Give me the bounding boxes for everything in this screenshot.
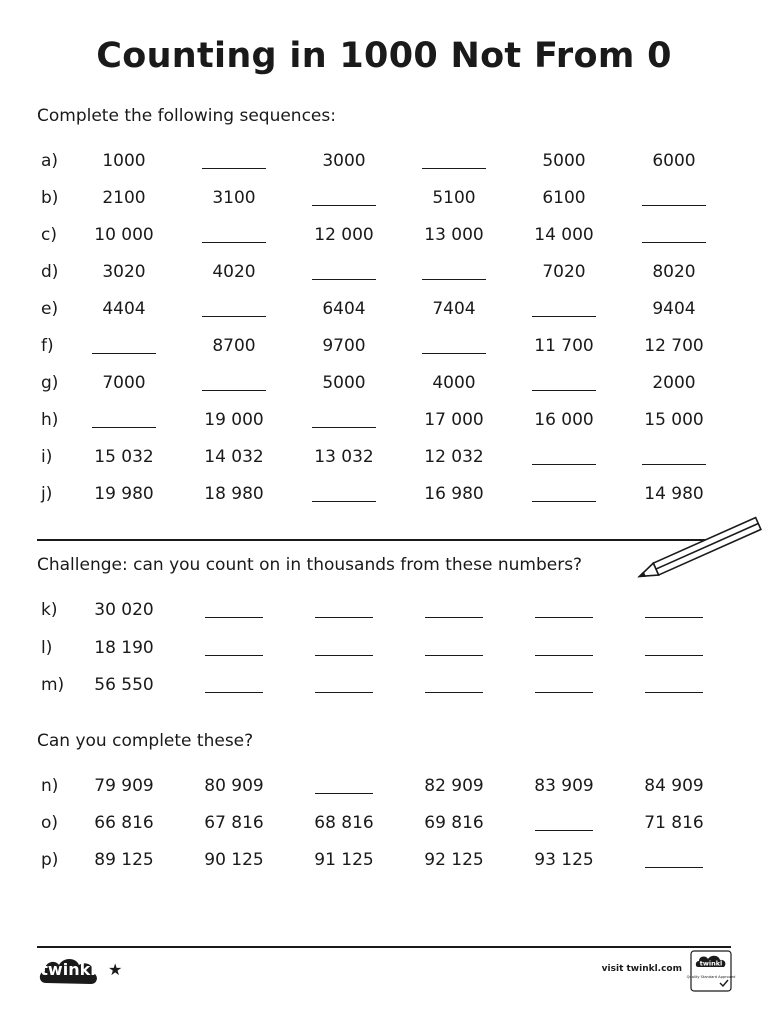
row-label: d) bbox=[41, 262, 59, 282]
sequence-number: 12 032 bbox=[424, 447, 484, 467]
answer-blank[interactable] bbox=[642, 464, 706, 465]
sequence-number: 84 909 bbox=[644, 776, 704, 796]
row-label: o) bbox=[41, 813, 59, 833]
sequence-number: 1000 bbox=[102, 151, 146, 171]
answer-blank[interactable] bbox=[535, 692, 593, 693]
sequence-number: 19 000 bbox=[204, 410, 264, 430]
sequence-number: 56 550 bbox=[94, 675, 154, 695]
answer-blank[interactable] bbox=[315, 655, 373, 656]
row-label: f) bbox=[41, 336, 54, 356]
row-label: i) bbox=[41, 447, 53, 467]
sequence-number: 66 816 bbox=[94, 813, 154, 833]
row-label: j) bbox=[41, 484, 53, 504]
sequence-number: 6404 bbox=[322, 299, 366, 319]
sequence-row bbox=[0, 333, 768, 359]
answer-blank[interactable] bbox=[202, 390, 266, 391]
answer-blank[interactable] bbox=[315, 793, 373, 794]
instruction-challenge: Challenge: can you count on in thousands from these numbers? bbox=[37, 555, 583, 575]
sequence-row bbox=[0, 185, 768, 211]
answer-blank[interactable] bbox=[425, 692, 483, 693]
sequence-row bbox=[0, 597, 768, 623]
row-label: p) bbox=[41, 850, 59, 870]
answer-blank[interactable] bbox=[645, 617, 703, 618]
answer-blank[interactable] bbox=[92, 427, 156, 428]
sequence-number: 9700 bbox=[322, 336, 366, 356]
sequence-number: 19 980 bbox=[94, 484, 154, 504]
sequence-number: 18 980 bbox=[204, 484, 264, 504]
sequence-number: 83 909 bbox=[534, 776, 594, 796]
answer-blank[interactable] bbox=[532, 501, 596, 502]
sequence-row bbox=[0, 259, 768, 285]
sequence-row bbox=[0, 635, 768, 661]
sequence-number: 79 909 bbox=[94, 776, 154, 796]
row-label: a) bbox=[41, 151, 59, 171]
sequence-number: 12 700 bbox=[644, 336, 704, 356]
sequence-number: 16 980 bbox=[424, 484, 484, 504]
row-label: c) bbox=[41, 225, 57, 245]
answer-blank[interactable] bbox=[312, 205, 376, 206]
answer-blank[interactable] bbox=[312, 427, 376, 428]
section-divider bbox=[37, 539, 731, 541]
row-label: g) bbox=[41, 373, 59, 393]
sequence-number: 7000 bbox=[102, 373, 146, 393]
sequence-number: 3000 bbox=[322, 151, 366, 171]
answer-blank[interactable] bbox=[312, 501, 376, 502]
sequence-number: 10 000 bbox=[94, 225, 154, 245]
answer-blank[interactable] bbox=[422, 353, 486, 354]
answer-blank[interactable] bbox=[642, 205, 706, 206]
sequence-number: 82 909 bbox=[424, 776, 484, 796]
sequence-row bbox=[0, 672, 768, 698]
sequence-number: 15 032 bbox=[94, 447, 154, 467]
sequence-number: 8020 bbox=[652, 262, 696, 282]
sequence-number: 4000 bbox=[432, 373, 476, 393]
sequence-number: 5100 bbox=[432, 188, 476, 208]
sequence-row bbox=[0, 810, 768, 836]
quality-badge-icon bbox=[686, 950, 736, 992]
answer-blank[interactable] bbox=[202, 316, 266, 317]
sequence-number: 90 125 bbox=[204, 850, 264, 870]
sequence-number: 3020 bbox=[102, 262, 146, 282]
sequence-number: 14 980 bbox=[644, 484, 704, 504]
sequence-number: 93 125 bbox=[534, 850, 594, 870]
row-label: n) bbox=[41, 776, 59, 796]
sequence-number: 4020 bbox=[212, 262, 256, 282]
answer-blank[interactable] bbox=[205, 655, 263, 656]
sequence-number: 2000 bbox=[652, 373, 696, 393]
answer-blank[interactable] bbox=[532, 316, 596, 317]
sequence-number: 67 816 bbox=[204, 813, 264, 833]
sequence-number: 18 190 bbox=[94, 637, 154, 658]
sequence-number: 13 032 bbox=[314, 447, 374, 467]
sequence-number: 15 000 bbox=[644, 410, 704, 430]
sequence-row bbox=[0, 148, 768, 174]
twinkl-logo bbox=[36, 953, 100, 989]
sequence-number: 92 125 bbox=[424, 850, 484, 870]
answer-blank[interactable] bbox=[425, 655, 483, 656]
sequence-number: 14 032 bbox=[204, 447, 264, 467]
sequence-number: 6100 bbox=[542, 188, 586, 208]
answer-blank[interactable] bbox=[645, 655, 703, 656]
row-label: l) bbox=[41, 637, 53, 658]
logo-text: twinkl bbox=[40, 960, 96, 979]
sequence-number: 5000 bbox=[542, 151, 586, 171]
sequence-row bbox=[0, 847, 768, 873]
sequence-number: 12 000 bbox=[314, 225, 374, 245]
answer-blank[interactable] bbox=[532, 390, 596, 391]
sequence-number: 91 125 bbox=[314, 850, 374, 870]
instruction-sequences: Complete the following sequences: bbox=[37, 106, 336, 126]
sequence-number: 9404 bbox=[652, 299, 696, 319]
sequence-number: 71 816 bbox=[644, 813, 704, 833]
row-label: m) bbox=[41, 675, 65, 695]
answer-blank[interactable] bbox=[205, 692, 263, 693]
sequence-row bbox=[0, 222, 768, 248]
row-label: k) bbox=[41, 600, 58, 620]
answer-blank[interactable] bbox=[642, 242, 706, 243]
answer-blank[interactable] bbox=[535, 830, 593, 831]
sequence-row bbox=[0, 773, 768, 799]
answer-blank[interactable] bbox=[535, 617, 593, 618]
footer-divider bbox=[37, 946, 731, 948]
sequence-number: 89 125 bbox=[94, 850, 154, 870]
sequence-number: 68 816 bbox=[314, 813, 374, 833]
sequence-number: 8700 bbox=[212, 336, 256, 356]
sequence-number: 6000 bbox=[652, 151, 696, 171]
answer-blank[interactable] bbox=[422, 168, 486, 169]
answer-blank[interactable] bbox=[425, 617, 483, 618]
answer-blank[interactable] bbox=[205, 617, 263, 618]
sequence-number: 7404 bbox=[432, 299, 476, 319]
sequence-row bbox=[0, 481, 768, 507]
sequence-row bbox=[0, 370, 768, 396]
sequence-number: 2100 bbox=[102, 188, 146, 208]
answer-blank[interactable] bbox=[312, 279, 376, 280]
sequence-number: 16 000 bbox=[534, 410, 594, 430]
sequence-number: 4404 bbox=[102, 299, 146, 319]
answer-blank[interactable] bbox=[202, 242, 266, 243]
sequence-row bbox=[0, 407, 768, 433]
sequence-number: 7020 bbox=[542, 262, 586, 282]
star-icon: ★ bbox=[108, 960, 123, 979]
answer-blank[interactable] bbox=[315, 617, 373, 618]
visit-link[interactable]: visit twinkl.com bbox=[601, 964, 682, 974]
answer-blank[interactable] bbox=[315, 692, 373, 693]
badge-subtext: Quality Standard Approved bbox=[686, 975, 736, 979]
sequence-row bbox=[0, 444, 768, 470]
page-title: Counting in 1000 Not From 0 bbox=[96, 36, 672, 76]
answer-blank[interactable] bbox=[535, 655, 593, 656]
answer-blank[interactable] bbox=[645, 867, 703, 868]
sequence-number: 5000 bbox=[322, 373, 366, 393]
row-label: h) bbox=[41, 410, 59, 430]
sequence-number: 17 000 bbox=[424, 410, 484, 430]
sequence-number: 69 816 bbox=[424, 813, 484, 833]
row-label: b) bbox=[41, 188, 59, 208]
row-label: e) bbox=[41, 299, 59, 319]
badge-text: twinkl bbox=[699, 959, 723, 968]
answer-blank[interactable] bbox=[645, 692, 703, 693]
sequence-number: 80 909 bbox=[204, 776, 264, 796]
answer-blank[interactable] bbox=[202, 168, 266, 169]
sequence-row bbox=[0, 296, 768, 322]
sequence-number: 13 000 bbox=[424, 225, 484, 245]
answer-blank[interactable] bbox=[92, 353, 156, 354]
sequence-number: 30 020 bbox=[94, 600, 154, 620]
sequence-number: 3100 bbox=[212, 188, 256, 208]
sequence-number: 11 700 bbox=[534, 336, 594, 356]
answer-blank[interactable] bbox=[532, 464, 596, 465]
answer-blank[interactable] bbox=[422, 279, 486, 280]
pencil-icon bbox=[630, 510, 770, 590]
sequence-number: 14 000 bbox=[534, 225, 594, 245]
instruction-complete: Can you complete these? bbox=[37, 731, 254, 751]
